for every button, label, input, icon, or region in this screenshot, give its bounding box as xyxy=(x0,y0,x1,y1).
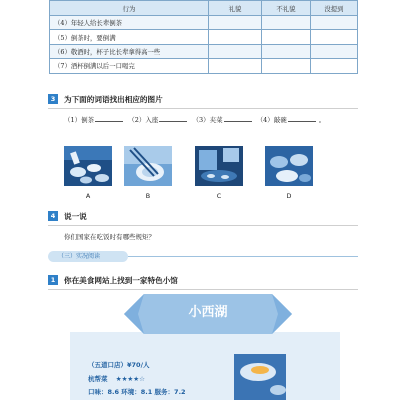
cell-not-mentioned[interactable] xyxy=(311,44,358,58)
word-2: （2）入座 xyxy=(128,116,159,124)
cell-polite[interactable] xyxy=(209,59,262,73)
star-rating: ★★★★☆ xyxy=(115,375,145,383)
photo-d-bowls xyxy=(265,146,313,186)
photo-label-c: C xyxy=(216,192,222,200)
section-divider xyxy=(128,256,358,257)
header-impolite: 不礼貌 xyxy=(262,1,311,16)
row-behavior: （5）倒茶时，要倒满 xyxy=(50,30,209,44)
cuisine-type: 杭帮菜 xyxy=(88,375,108,383)
question-4-prompt: 你们国家在吃饭时有哪些规矩？ xyxy=(64,233,155,241)
table-row xyxy=(50,30,358,44)
word-3: （3）夹菜 xyxy=(192,116,223,124)
header-behavior: 行为 xyxy=(50,1,209,16)
end-mark: 。 xyxy=(318,116,326,124)
cell-not-mentioned[interactable] xyxy=(311,59,358,73)
photo-c-table xyxy=(195,146,243,186)
restaurant-cuisine-rating xyxy=(88,374,145,383)
divider xyxy=(48,225,358,226)
row-behavior: （6）敬酒时，杯子比长辈拿得高一些 xyxy=(50,44,209,58)
table-row xyxy=(50,44,358,58)
photo-b-chopsticks xyxy=(124,146,172,186)
cell-not-mentioned[interactable] xyxy=(311,16,358,30)
table-row xyxy=(50,16,358,30)
behavior-table xyxy=(49,0,358,74)
photo-label-d: D xyxy=(286,192,292,200)
row-behavior: （7）酒杯倒满以后一口喝完 xyxy=(50,59,209,73)
word-4: （4）敲碗 xyxy=(256,116,287,124)
table-row xyxy=(50,59,358,73)
divider xyxy=(48,289,358,290)
answer-blank-3[interactable] xyxy=(224,115,252,122)
header-not-mentioned: 没提到 xyxy=(311,1,358,16)
photo-label-b: B xyxy=(145,192,151,200)
restaurant-name: 小西湖 xyxy=(188,305,228,320)
restaurant-branch-price: （五道口店）¥70/人 xyxy=(88,361,150,369)
photo-a-tea-cups xyxy=(64,146,112,186)
cell-polite[interactable] xyxy=(209,16,262,30)
question-number-3: 3 xyxy=(48,94,58,104)
cell-not-mentioned[interactable] xyxy=(311,30,358,44)
answer-blank-2[interactable] xyxy=(159,115,187,122)
question-number-1: 1 xyxy=(48,275,58,285)
cell-polite[interactable] xyxy=(209,44,262,58)
word-1: （1）倒茶 xyxy=(64,116,95,124)
section-label: （三）实况阅读 xyxy=(48,251,128,262)
row-behavior: （4）年轻人给长辈倒茶 xyxy=(50,16,209,30)
cell-impolite[interactable] xyxy=(262,16,311,30)
question-3-title: 为下面的词语找出相应的图片 xyxy=(64,95,163,104)
question-number-4: 4 xyxy=(48,211,58,221)
divider xyxy=(48,108,358,109)
answer-blank-1[interactable] xyxy=(95,115,123,122)
matching-words xyxy=(64,115,325,124)
header-polite: 礼貌 xyxy=(209,1,262,16)
cell-impolite[interactable] xyxy=(262,30,311,44)
restaurant-scores: 口味：8.6 环境：8.1 服务：7.2 xyxy=(88,388,186,396)
question-1-title: 你在美食网站上找到一家特色小馆 xyxy=(64,276,178,285)
cell-impolite[interactable] xyxy=(262,59,311,73)
table-header-row xyxy=(50,1,358,16)
answer-blank-4[interactable] xyxy=(288,115,316,122)
cell-polite[interactable] xyxy=(209,30,262,44)
question-4-title: 说一说 xyxy=(64,212,87,221)
cell-impolite[interactable] xyxy=(262,44,311,58)
photo-label-a: A xyxy=(85,192,91,200)
